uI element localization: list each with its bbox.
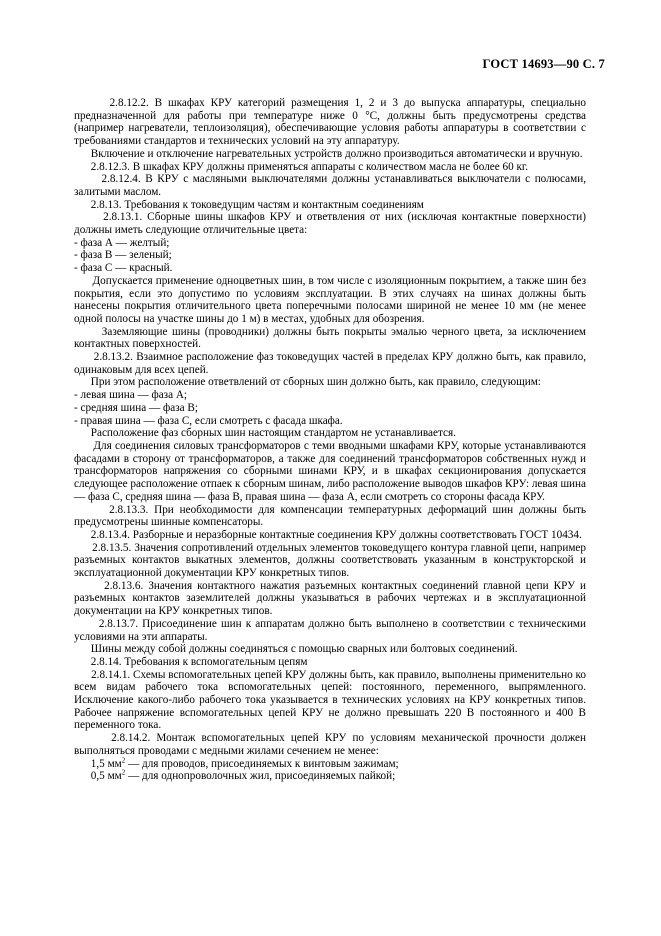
paragraph-2-8-14-1: 2.8.14.1. Схемы вспомогательных цепей КРУ должны быть, как правило, выполнены применительно ко всем видам рабочего тока вспомогательных цепей: постоянного, переменного, выпрямленного. Исключение какого-либо рабочего тока указывается в технических условиях на КРУ конкретных типов. Рабочее напряжение вспомогательных цепей КРУ не должно превышать 220 В постоянного и 400 В переменного тока. xyxy=(74,668,589,732)
wire-spec-text: — для проводов, присоединяемых к винтовым зажимам; xyxy=(125,757,399,770)
wire-spec-screw xyxy=(74,755,586,771)
paragraph-branch-arrangement: При этом расположение ответвлений от сборных шин должно быть, как правило, следующим: xyxy=(74,376,541,389)
page-header: ГОСТ 14693—90 С. 7 xyxy=(482,57,605,71)
document-body xyxy=(74,97,589,783)
wire-spec-value: 1,5 мм xyxy=(90,757,122,770)
section-heading-2-8-14: 2.8.14. Требования к вспомогательным цепям xyxy=(74,655,308,668)
paragraph-2-8-13-3: 2.8.13.3. При необходимости для компенсации температурных деформаций шин должны быть предусмотрены шинные компенсаторы. xyxy=(74,503,589,529)
wire-spec-solder xyxy=(74,770,586,783)
wire-spec-exponent: 2 xyxy=(121,768,126,777)
paragraph-grounding-bus: Заземляющие шины (проводники) должны быть покрыты эмалью черного цвета, за исключением контактных поверхностей. xyxy=(74,325,589,351)
wire-spec-exponent: 2 xyxy=(121,755,126,764)
paragraph-2-8-13-7: 2.8.13.7. Присоединение шин к аппаратам должно быть выполнено в соответствии с техническими условиями на эти аппараты. xyxy=(74,617,589,643)
section-heading-2-8-13: 2.8.13. Требования к токоведущим частям и контактным соединениям xyxy=(74,198,424,211)
paragraph-2-8-12-3: 2.8.12.3. В шкафах КРУ должны применяться аппараты с количеством масла не более 60 кг. xyxy=(74,160,529,173)
list-item-right-bus: - правая шина — фаза С, если смотреть с фасада шкафа. xyxy=(74,414,343,427)
list-item-phase-b: - фаза В — зеленый; xyxy=(74,249,172,262)
paragraph-2-8-12-2: 2.8.12.2. В шкафах КРУ категорий размещения 1, 2 и 3 до выпуска аппаратуры, специально предназначенной для работы при температуре ниже 0 °С, должны быть предусмотрены средства (например нагреватели, теплоизоляция), обеспечивающие условия работы аппаратуры в соответствии с требованиями стандартов и технических условий на эту аппаратуру. xyxy=(74,97,589,148)
paragraph-2-8-13-5: 2.8.13.5. Значения сопротивлений отдельных элементов токоведущего контура главной цепи, например разъемных контактов выкатных элементов, должны соответствовать указанным в конструкторской и эксплуатационной документации КРУ конкретных типов. xyxy=(74,541,589,580)
paragraph-bus-joining: Шины между собой должны соединяться с помощью сварных или болтовых соединений. xyxy=(74,643,518,656)
paragraph-2-8-13-6: 2.8.13.6. Значения контактного нажатия разъемных контактных соединений главной цепи КРУ и разъемных контактов заземлителей должны указываться в рабочих чертежах и в эксплуатационной документации на КРУ конкретных типов. xyxy=(74,579,589,618)
paragraph-busbar-phases: Расположение фаз сборных шин настоящим стандартом не устанавливается. xyxy=(74,427,456,440)
paragraph-2-8-13-1: 2.8.13.1. Сборные шины шкафов КРУ и ответвления от них (исключая контактные поверхности) должны иметь следующие отличительные цвета: xyxy=(74,211,589,237)
list-item-left-bus: - левая шина — фаза А; xyxy=(74,389,188,402)
paragraph-2-8-12-4: 2.8.12.4. В КРУ с масляными выключателями должны устанавливаться выключатели с полюсами, залитыми маслом. xyxy=(74,173,589,198)
paragraph-heating-control: Включение и отключение нагревательных устройств должно производиться автоматически и вручную. xyxy=(74,147,583,160)
paragraph-2-8-14-2: 2.8.14.2. Монтаж вспомогательных цепей КРУ по условиям механической прочности должен выполняться проводами с медными жилами сечением не менее: xyxy=(74,732,589,757)
wire-spec-value: 0,5 мм xyxy=(90,770,122,783)
list-item-middle-bus: - средняя шина — фаза В; xyxy=(74,401,198,414)
paragraph-single-color-bus: Допускается применение одноцветных шин, в том числе с изоляционным покрытием, а также шин без покрытия, если это допустимо по условиям эксплуатации. В этих случаях на шинах должны быть нанесены покрытия отличительного цвета поперечными полосами шириной не менее 10 мм (не менее одной полосы на участке шины до 1 м) в местах, удобных для обозрения. xyxy=(74,274,589,325)
list-item-phase-a: - фаза А — желтый; xyxy=(74,236,170,249)
paragraph-2-8-13-4: 2.8.13.4. Разборные и неразборные контактные соединения КРУ должны соответствовать ГОСТ 10434. xyxy=(74,528,582,541)
paragraph-2-8-13-2: 2.8.13.2. Взаимное расположение фаз токоведущих частей в пределах КРУ должно быть, как правило, одинаковым для всех цепей. xyxy=(74,351,589,376)
wire-spec-text: — для однопроволочных жил, присоединяемых пайкой; xyxy=(125,770,396,783)
paragraph-transformer-connection: Для соединения силовых трансформаторов с теми вводными шкафами КРУ, которые устанавливаются фасадами в сторону от трансформаторов, а также для соединений трансформаторов собственных нужд и трансформаторов напряжения со сборными шинами КРУ, и в шкафах секционирования допускается следующее расположение отпаек к сборным шинам, либо расположение выводов шкафов КРУ: левая шина — фаза С, средняя шина — фаза В, правая шина — фаза А, если смотреть со стороны фасада КРУ. xyxy=(74,439,589,503)
list-item-phase-c: - фаза С — красный. xyxy=(74,262,173,275)
